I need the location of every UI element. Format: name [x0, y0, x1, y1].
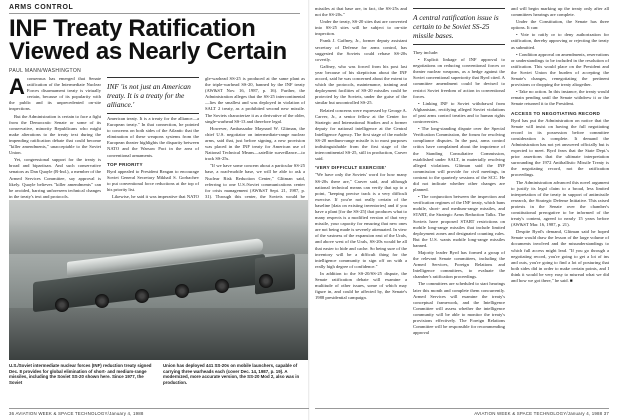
caption-right: Union has deployed 441 SS-20s on mobile launchers, capable of carrying three warheads each (cover Dec. 14, 1987, p. 19). A modernized, more accurate version, the SS-20 Mod 2, also was in production. [163, 363, 300, 385]
paragraph: Yet, congressional support for the treaty is broad and bipartisan. And such conservative senators as Dan Quayle (R-Ind.), a member of the Armed Services Committee, say approval is likely. Quayle believes "killer amendments" can be avoided, barring unforeseen technical changes in the treaty's text and protocols. [9, 157, 101, 199]
subhead-top-priority: TOP PRIORITY [107, 161, 143, 167]
paragraph: Despite Byrd's demand, Glitman said he hoped Senate would draw the lesson of the large volume of documents involved and the misunderstandings to which full access might lead. "If you go through a negotiating record, you're going to get a lot of ins and outs, you're going to find a lot of posturing that both sides did in order to make certain points, and I think it would be very easy to misread what we did and how we got there," he said. ■ [511, 229, 609, 284]
photo-hillside [9, 220, 309, 254]
paragraph: Gaffney, who was forced from his post last year because of his skepticism about the INF accord, said he was concerned about the extent to which the protocols, maintenance, training and deployment facilities of SS-20 missiles could be protected by the Soviets, under the guise of the similar but uncontrolled SS-25. [315, 63, 407, 106]
pull-quote-left: INF 'is not just an American treaty. It is a treaty for the alliance.' [107, 77, 199, 114]
page-gutter [308, 0, 310, 420]
caption-left: U.S./Soviet intermediate nuclear forces (INF) reduction treaty signed Dec. 8 provides for global elimination of short- and medium-range missiles, including the Soviet SS-20 shown here. Since 1977, the Soviet [9, 363, 152, 385]
launcher-cab [255, 254, 295, 295]
paragraph: • Vote to ratify or to deny authorization for ratification, thereby approving or rejecting the treaty as submitted. [511, 32, 609, 50]
wheel [259, 274, 273, 288]
paragraph: Aconsensus has emerged that Senate ratification of the Intermediate Nuclear Forces disarmament treaty is virtually certain, because of its popularity with the public and its unprecedented on-site inspections. [9, 74, 101, 112]
missile-photo [9, 200, 309, 360]
paragraph: Likewise, he said it was imperative that NATO [112, 194, 199, 200]
paragraph: • Take no action. In this instance, the treaty would remain pending until the Senate withdrew it or the Senate returned it to the President. [511, 89, 609, 107]
article-column-6 [511, 6, 609, 404]
wheel [135, 289, 149, 303]
wheel [175, 284, 189, 298]
paragraph: However, Ambassador Maynard W. Glitman, the chief U.S. negotiator on intermediate-range nuclear arms, said that, just before signing, a new provision was placed in the INF treaty for American use of National Technical Means—satellite surveillance—to track SS-25s. [205, 125, 305, 162]
footer-left: 36 AVIATION WEEK & SPACE TECHNOLOGY/January 4, 1988 [9, 411, 144, 416]
paragraph: and will begin marking up the treaty only after all committees hearings are complete. [511, 6, 609, 18]
subhead-very-difficult-exercise: 'VERY DIFFICULT EXERCISE' [315, 165, 387, 171]
paragraph: Related concerns were expressed by George A. Carver, Jr., a senior fellow at the Center for Strategic and International Studies and a former deputy for national intelligence at the Central Intelligence Agency. The first stage of the mobile SS-20 medium-range missile is to most purposes indistinguishable from the first stage of the intercontinental SS-25, still in production, Carver said. [315, 107, 407, 162]
footer-right: AVIATION WEEK & SPACE TECHNOLOGY/January 4, 1988 37 [474, 411, 609, 416]
article-column-3 [205, 76, 305, 198]
subhead-access-to-negotiating-record: ACCESS TO NEGOTIATING RECORD [511, 110, 601, 116]
paragraph: Under the treaty, SS-20 sites that are converted into SS-25 sites will be subject to on-site inspection. [315, 19, 407, 37]
paragraph: Byrd appealed to President Reagan to encourage Soviet General Secretary Mikhail S. Gorbachev to put conventional force reductions at the top of his priority list. [107, 168, 199, 193]
byline: PAUL MANN/WASHINGTON [9, 68, 82, 74]
paragraph: • The conjunction between the inspection and verification regimes of the INF treaty, which bans mobile, short- and medium-range missiles, and START, the Strategic Arms Reduction Talks. The Soviets have proposed START restrictions on mobile long-range missiles that include limited deployment zones and designated counting rules. But the U.S. wants mobile long-range missiles banned. [413, 194, 505, 248]
headline: INF Treaty Ratification Viewed as Nearly Certain [9, 15, 287, 65]
footer-rule-left [9, 408, 309, 409]
paragraph: gle-warhead SS-25 is produced at the same plant as the triple-warhead SS-20, banned by the INF treaty (AW&ST Nov. 16, 1987, p. 16). Further, the Administration alleges that the SS-25 intercontinental—lies the smallest and was deployed in violation of SALT 2 treaty, as a prohibited second new missile. The Soviets characterize it as a derivative of the older, single-warhead SS-13 and therefore legal. [205, 76, 305, 124]
paragraph: • Condition approval on amendments, reservations or understandings to be included in the resolution of ratification. This would place on the President and the Soviet Union the burden of accepting the Senate's changes, renegotiating the pertinent provisions or dropping the treaty altogether. [511, 51, 609, 88]
wheel [95, 294, 109, 308]
paragraph: Byrd has put the Administration on notice that the Senate will insist on having the full negotiating record in its possession before committee consideration is complete. It demand the Administration has not yet answered officially but is expected to meet. Byrd fears that the State Dept.'s prior assertions that the ultimate interpretation surrounding the 1972 Antiballistic Missile Treaty is the negotiating record, not the ratification proceedings. [511, 117, 609, 178]
paragraph: American treaty. It is a treaty for the alliance—a European treaty." In that connection, he pointed to concerns on both sides of the Atlantic that the elimination of these weapons systems from the European theater highlights the disparity between NATO and the Warsaw Pact in the area of conventional armaments. [107, 116, 199, 158]
section-kicker: ARMS CONTROL [9, 4, 74, 11]
paragraph: "If we have some concern about a particular SS-25 base, a road-mobile base, we will be able to ask a Nuclear Risk Reduction Center," Glitman said, referring to one U.S./Soviet communications center for crisis management (AW&ST Sept. 21, 1987, p. 31). Through this center, the Soviets would be [205, 163, 305, 199]
header-rule [9, 13, 300, 14]
photo-ground [9, 308, 309, 360]
paragraph: "We have only the Soviets' word for how many SS-20s there are," Carver said, and although national technical means can verify that up to a point, "keeping precise track is a very difficult exercise. If you're not really certain of the baseline [data on existing inventories] and if you have a plant [for the SS-25] that produces what to many respects is a modified version of that very missile, your capacity for ensuring that new ones are not being made is severely attenuated. In view of the vastness of the expansion east of the Urals, and above west of the Urals, SS-20s would be all that easier to hide and cache. So being sure of the inventory will be a difficult thing for the intelligence community to sign off on with a really high degree of confidence." [315, 172, 407, 269]
paragraph: The Administration advanced this novel argument to justify its legal claim to a broad, less limited interpretation of the treaty in support of antimissile research, the Strategic Defense Initiative. This raised protests in the Senate over the chamber's constitutional prerogative to be informed of the treaty's content, agreed to nearly 15 years before (AW&ST Mar. 16, 1987, p. 21). [511, 179, 609, 228]
wheel [55, 298, 69, 312]
article-column-2 [107, 116, 199, 198]
drop-cap: A [9, 74, 25, 99]
paragraph: Under the Constitution, the Senate has three options. It can: [511, 19, 609, 31]
article-column-1 [9, 76, 101, 198]
article-column-4 [315, 6, 407, 404]
article-column-5 [413, 50, 505, 404]
paragraph: Frank J. Gaffney, Jr., former deputy assistant secretary of Defense for arms control, has suggested the Soviets could rebase SS-20s covertly. [315, 38, 407, 62]
footer-rule-right [315, 408, 609, 409]
paragraph: • Explicit linkage of INF approval to negotiations on reducing conventional forces or theater nuclear weapons, as a hedge against the Soviet conventional superiority that Byrd cited. A committee amendment could be devised to restrict Soviet freedom of action in conventional forces. [413, 57, 505, 99]
paragraph: • Linking INF to Soviet withdrawal from Afghanistan, rectifying alleged Soviet violations of past arms control treaties and to human rights controversies. [413, 100, 505, 125]
paragraph: • The long-standing dispute over the Special Verification Commission, the forum for resolving compliance disputes. In the past, arms control critics have complained about the impotence of the Standing Consultative Commission, established under SALT, in materially resolving alleged violations. Glitman said the INF commission will provide for civil meetings, in contrast to the quarterly sessions of the SCC. He did not indicate whether other changes are planned. [413, 126, 505, 193]
paragraph: But the Administration is certain to face a fight from the Democratic Senate or some of its conservative, minority Republicans who might make alterations to the treaty text during the impending ratification debate that could become "killer amendments," unacceptable to the Soviet Union. [9, 113, 101, 156]
paragraph: In addition to the SS-20/SS-25 dispute, the Senate ratification debate will examine a multitude of other issues, some of which may figure in, and could be affected by, the Senate's 1988 presidential campaign. [315, 270, 407, 301]
pull-quote-right: A central ratification issue is certain to be Soviet SS-25 missile bases. [413, 8, 505, 45]
paragraph: They include: [413, 50, 439, 55]
paragraph: The committees are scheduled to start hearings later this month and complete them concurrently. Armed Services will examine the treaty's conceptual framework, and the Intelligence Committee will assess whether the intelligence community will be able to monitor the treaty's provisions effectively. The Foreign Relations Committee will be responsible for recommending approval [413, 281, 505, 336]
paragraph: missiles at that base are, in fact, the SS-25s and not the SS-20s." [315, 6, 407, 18]
paragraph: Majority leader Byrd has formed a group of the relevant Senate committees, including the Armed Services, Foreign Relations and Intelligence committees, to evaluate the chamber's ratification proceedings. [413, 250, 505, 280]
wheel [215, 279, 229, 293]
